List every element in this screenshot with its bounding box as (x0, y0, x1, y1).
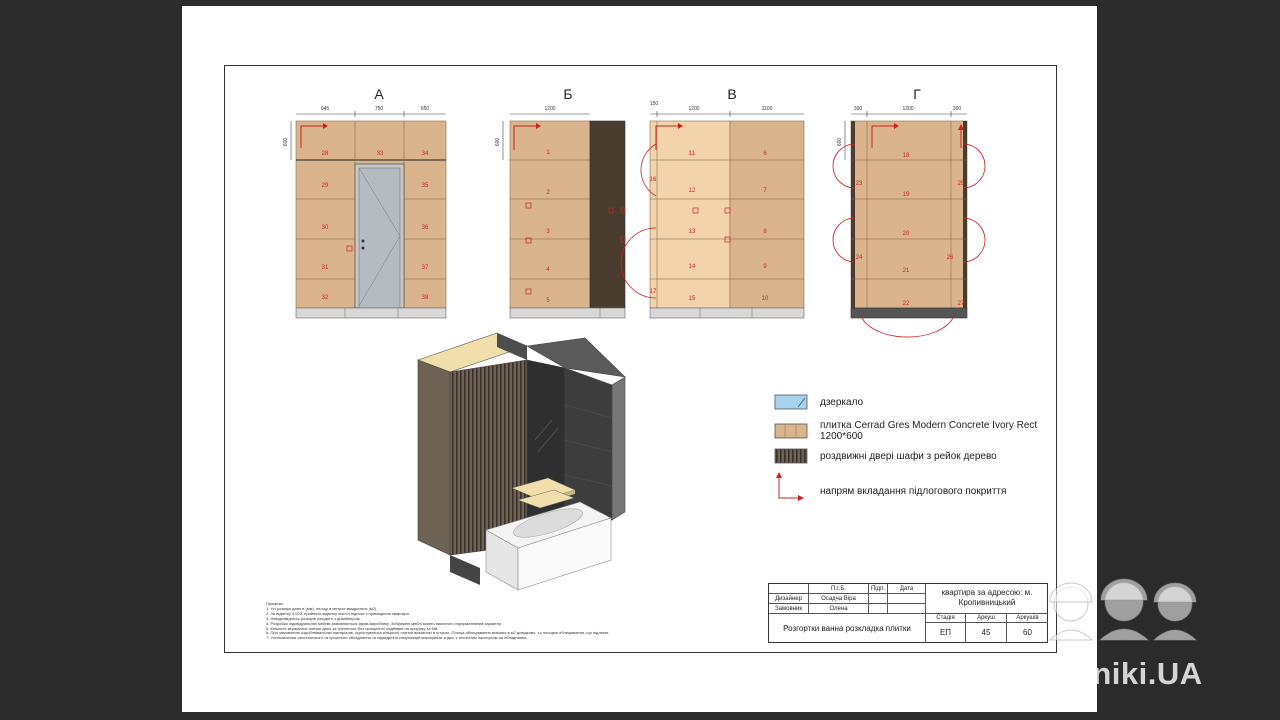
tb-sheet: 45 (966, 623, 1007, 643)
tile-label: 8 (763, 229, 767, 235)
tile-label: 20 (902, 231, 910, 237)
tile-label: 26 (946, 255, 954, 261)
tb-sheets: 60 (1023, 628, 1032, 637)
dim-v-1: 150 (649, 101, 659, 107)
tile-label: 3 (546, 229, 550, 235)
tb-stage: ЕП (926, 623, 966, 643)
note-line: 6. При замовленні оздоблювальних матеріалів, користуватися кількістю плитки вказаною в штуках. Площа облицювання вказана в м2 довідково, т.к площею облицювання, що підлягає. (266, 630, 610, 636)
tile-label: 24 (855, 255, 863, 261)
legend-label-floor-direction: напрям вкладання підлогового покриття (820, 486, 1007, 497)
tb-role-designer: Дизайнер (769, 594, 809, 604)
tb-client-name: Олена (809, 604, 869, 614)
tile-label: 34 (421, 151, 429, 157)
dim-v-3: 1100 (761, 106, 773, 112)
elevation-v (621, 101, 804, 318)
elevation-v-title: В (727, 86, 737, 102)
tile-label: 16 (649, 177, 657, 183)
tb-col-sign: Підп. (869, 584, 888, 594)
tb-address-line1: квартира за адресою: м. (941, 588, 1033, 597)
tile-label: 19 (902, 192, 910, 198)
tile-label: 6 (763, 151, 767, 157)
tile-label: 31 (321, 265, 329, 271)
tile-label: 38 (421, 295, 429, 301)
tile-label: 27 (957, 301, 965, 307)
tb-address-line2: Кропивницький (958, 598, 1016, 607)
tile-label: 17 (649, 289, 657, 295)
legend-label-tile: плитка Cerrad Gres Modern Concrete Ivory Rect (820, 420, 1038, 431)
note-line: 5. Кількість керамічної плитки дано за тріплетом, без прощечної надбавки на прирізку та бій. (266, 625, 439, 631)
dim-b-height: 600 (495, 137, 501, 147)
tile-label: 30 (321, 225, 329, 231)
tile-label: 4 (546, 267, 550, 273)
tile-label: 29 (321, 183, 329, 189)
tb-address (926, 584, 1048, 614)
tile-label: 36 (421, 225, 429, 231)
tile-label: 25 (957, 181, 965, 187)
tile-label: 9 (763, 264, 767, 270)
tile-label: 18 (902, 153, 910, 159)
legend-label-mirror: дзеркало (820, 397, 864, 408)
watermark-logo (1050, 579, 1196, 640)
dim-a-3: 650 (420, 106, 430, 112)
elevation-g (833, 106, 985, 337)
dim-b-1: 1200 (544, 106, 556, 112)
elevation-a-title: А (374, 86, 384, 102)
isometric-bathroom-view (418, 333, 625, 590)
note-line: 3. Невідповідність розмірів узгодити з дизайнером. (266, 615, 361, 621)
dim-g-height: 600 (837, 137, 843, 147)
dim-a-height: 600 (283, 137, 289, 147)
dim-g-1: 300 (853, 106, 863, 112)
tile-label: 15 (688, 296, 696, 302)
tile-label: 2 (546, 190, 550, 196)
tile-label: 32 (321, 295, 329, 301)
elevation-g-title: Г (913, 86, 921, 102)
legend-label-slat-door: роздвижні двері шафи з рейок дерево (820, 451, 997, 462)
tile-label: 23 (855, 181, 863, 187)
tile-label: 7 (763, 188, 767, 194)
note-line: 4. Розробка індивідуальних меблів замовляється фірмі-виробнику. Зображені меблі мають виключно інформативний характер. (266, 620, 503, 626)
tile-label: 22 (902, 301, 910, 307)
tile-label: 33 (376, 151, 384, 157)
tile-label: 10 (761, 296, 769, 302)
tb-sheet-title: Розгортки ванна розкладка плитки (769, 614, 926, 643)
title-block (768, 583, 1048, 643)
elevation-a (283, 106, 446, 318)
tile-label: 5 (546, 298, 550, 304)
dim-a-2: 750 (374, 106, 384, 112)
tile-label: 1 (546, 150, 550, 156)
tile-label: 35 (421, 183, 429, 189)
drawing-notes (266, 602, 666, 641)
dim-a-1: 945 (320, 106, 330, 112)
tile-label: 21 (902, 268, 910, 274)
tb-col-name: П.І.Б. (809, 584, 869, 594)
tile-label: 14 (688, 264, 696, 270)
tile-label: 11 (688, 151, 696, 157)
tb-col-sheet: Аркуш (966, 614, 1007, 623)
tile-label: 12 (688, 188, 696, 194)
elevation-b (495, 106, 625, 318)
dim-g-3: 300 (952, 106, 962, 112)
tile-label: 28 (321, 151, 329, 157)
tb-col-date: Дата (888, 584, 926, 594)
legend (775, 395, 807, 501)
dim-v-2: 1200 (688, 106, 700, 112)
tile-swatch (775, 424, 807, 438)
direction-arrow (779, 475, 800, 498)
tile-label: 37 (421, 265, 429, 271)
note-line: 1. Усі розміри дано в (мм), площу в метрах квадратних (м2). (266, 605, 378, 611)
tb-col-sheets: Аркушів (1007, 614, 1048, 623)
tb-role-client: Замовник (769, 604, 809, 614)
dim-g-2: 1200 (902, 106, 914, 112)
elevation-b-title: Б (563, 86, 573, 102)
note-line: 7. Установлення сантехнічного та кухонного обладнання та підведення комунікацій виконувати згідно з технічним паспортом на обладнання. (266, 635, 528, 641)
watermark-text: Rabotniki.UA (1002, 656, 1203, 691)
tile-label: 13 (688, 229, 696, 235)
tb-col-stage: Стадія (926, 614, 966, 623)
note-line: 2. За відмітку 0,000, прийнято відмітку чистої підлоги з приміщення квартири. (266, 610, 410, 616)
legend-label-tile-size: 1200*600 (820, 431, 863, 442)
tb-designer-name: Осадча Віра (809, 594, 869, 604)
wood-slat-swatch (775, 449, 807, 463)
note-line: Примітки: (266, 601, 284, 606)
